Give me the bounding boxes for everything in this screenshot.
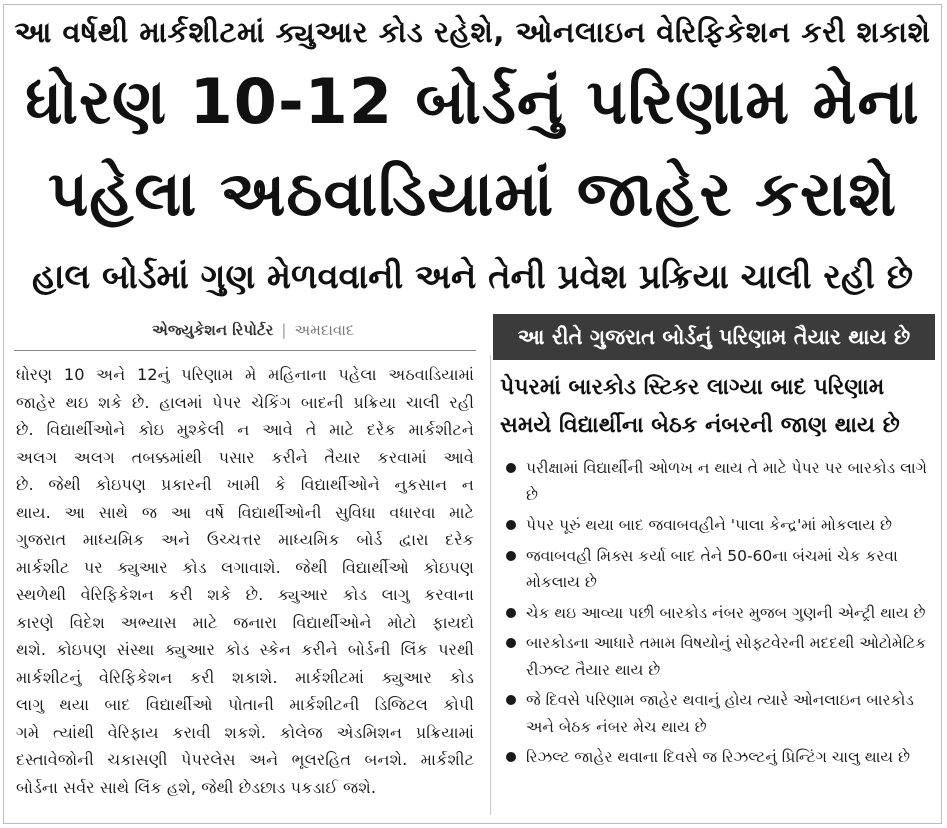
bullet-item: જે દિવસે પરિણામ જાહેર થવાનું હોય ત્યારે ઓનલાઇન બારકોડ અને બેઠક નંબર મેચ થાય છે [504, 687, 936, 740]
article-line: લાગુ થયા બાદ વિદ્યાર્થીઓ પોતાની માર્કશીટની ડિજિટલ કોપી [16, 695, 474, 714]
bullet-dot-icon [506, 463, 516, 473]
article-line: ધોરણ 10 અને 12નું પરિણામ મે મહિનાના પહેલા અઠવાડિયામાં [16, 365, 474, 384]
infobox-subtitle-line: સમયે વિદ્યાર્થીના બેઠક નંબરની જાણ થાય છે [500, 413, 900, 438]
bullet-item: પરીક્ષામાં વિદ્યાર્થીની ઓળખ ન થાય તે માટે પેપર પર બારકોડ લાગે છે [504, 455, 936, 508]
newspaper-clipping [3, 4, 942, 824]
article-line: બોર્ડના સર્વર સાથે લિંક હશે, જેથી છેડછાડ પકડાઈ જશે. [16, 777, 376, 797]
bullet-dot-icon [506, 752, 516, 762]
bullet-dot-icon [506, 520, 516, 530]
bullet-item: ચેક થઇ આવ્યા પછી બારકોડ નંબર મુજબ ગુણની એન્ટ્રી થાય છે [504, 600, 936, 627]
article-line: ગમે ત્યાંથી વેરિફાય કરાવી શકશે. કોલેજ એડમિશન પ્રક્રિયામાં [16, 722, 474, 742]
subheadline: હાલ બોર્ડમાં ગુણ મેળવવાની અને તેની પ્રવેશ પ્રક્રિયા ચાલી રહી છે [31, 257, 914, 297]
infobox-subtitle-line: પેપરમાં બારકોડ સ્ટિકર લાગ્યા બાદ પરિણામ [500, 375, 885, 400]
infobox-title: આ રીતે ગુજરાત બોર્ડનું પરિણામ તૈયાર થાય છે [493, 314, 935, 360]
article-body [16, 361, 474, 801]
bullet-item: જવાબવહી મિક્સ કર્યા બાદ તેને 50-60ના બંચમાં ચેક કરવા મોકલાય છે [504, 543, 936, 596]
infobox-subtitle [500, 369, 934, 445]
byline-rule [14, 350, 476, 351]
byline-place: અમદાવાદ [294, 321, 355, 339]
article-line: માર્કશીટ પર ક્યુઆર કોડ લગાવાશે. જેથી વિદ્યાર્થીઓ કોઇપણ [16, 557, 474, 577]
article-line: સ્થળેથી વેરિફિકેશન કરી શકે છે. ક્યુઆર કોડ લાગુ કરવાના [16, 585, 474, 604]
bullet-dot-icon [506, 638, 516, 648]
article-line: છે. વિદ્યાર્થીઓને કોઇ મુશ્કેલી ન આવે તે માટે દરેક માર્કશીટને [16, 420, 474, 439]
bullet-dot-icon [506, 608, 516, 618]
article-line: માર્કશીટનું વેરિફિકેશન કરી શકાશે. માર્કશીટમાં ક્યુઆર કોડ [16, 667, 474, 687]
column-divider [490, 355, 491, 815]
article-line: થાય. આ સાથે જ આ વર્ષે વિદ્યાર્થીઓની સુવિધા વધારવા માટે [16, 502, 474, 522]
bullet-item: બારકોડના આધારે તમામ વિષયોનું સોફ્ટવેરની મદદથી ઓટોમેટિક રીઝલ્ટ તૈયાર થાય છે [504, 630, 936, 683]
byline-separator: | [281, 321, 287, 339]
article-line: કારણે વિદેશ અભ્યાસ માટે જનારા વિદ્યાર્થીઓને મોટો ફાયદો [16, 612, 474, 632]
infobox-bullet-list [504, 455, 936, 775]
bullet-dot-icon [506, 551, 516, 561]
byline-reporter: એજ્યુકેશન રિપોર્ટર [152, 321, 274, 339]
headline-line-2: પહેલા અઠવાડિયામાં જાહેર કરાશે [47, 157, 897, 230]
bullet-item: રિઝલ્ટ જાહેર થવાના દિવસે જ રિઝલ્ટનું પ્રિન્ટિંગ ચાલુ થાય છે [504, 744, 936, 771]
article-line: ગુજરાત માધ્યમિક અને ઉચ્ચત્તર માધ્યમિક બોર્ડ દ્વારા દરેક [16, 530, 474, 549]
article-line: છે. જેથી કોઇપણ પ્રકારની ખામી કે વિદ્યાર્થીઓને નુકસાન ન [16, 475, 474, 494]
bullet-item: પેપર પૂરું થયા બાદ જવાબવહીને 'પાલા કેન્દ્ર'માં મોકલાય છે [504, 512, 936, 539]
kicker-line: આ વર્ષથી માર્કશીટમાં ક્યુઆર કોડ રહેશે, ઓનલાઇન વેરિફિકેશન કરી શકાશે [14, 15, 931, 49]
article-line: અલગ અલગ તબક્કમાંથી પસાર કરીને તૈયાર કરવામાં આવે [16, 447, 474, 467]
headline-line-1: ધોરણ 10-12 બોર્ડનું પરિણામ મેના [25, 65, 920, 138]
article-line: જાહેર થઇ શકે છે. હાલમાં પેપર ચેકિંગ બાદની પ્રક્રિયા ચાલી રહી [16, 392, 474, 412]
article-line: થશે. કોઇપણ સંસ્થા ક્યુઆર કોડ સ્કેન કરીને બોર્ડની લિંક પરથી [16, 640, 474, 659]
bullet-dot-icon [506, 695, 516, 705]
byline [152, 321, 354, 339]
article-line: દસ્તાવેજોની ચકાસણી પેપરલેસ અને ભૂલરહિત બનશે. માર્કશીટ [16, 750, 474, 769]
